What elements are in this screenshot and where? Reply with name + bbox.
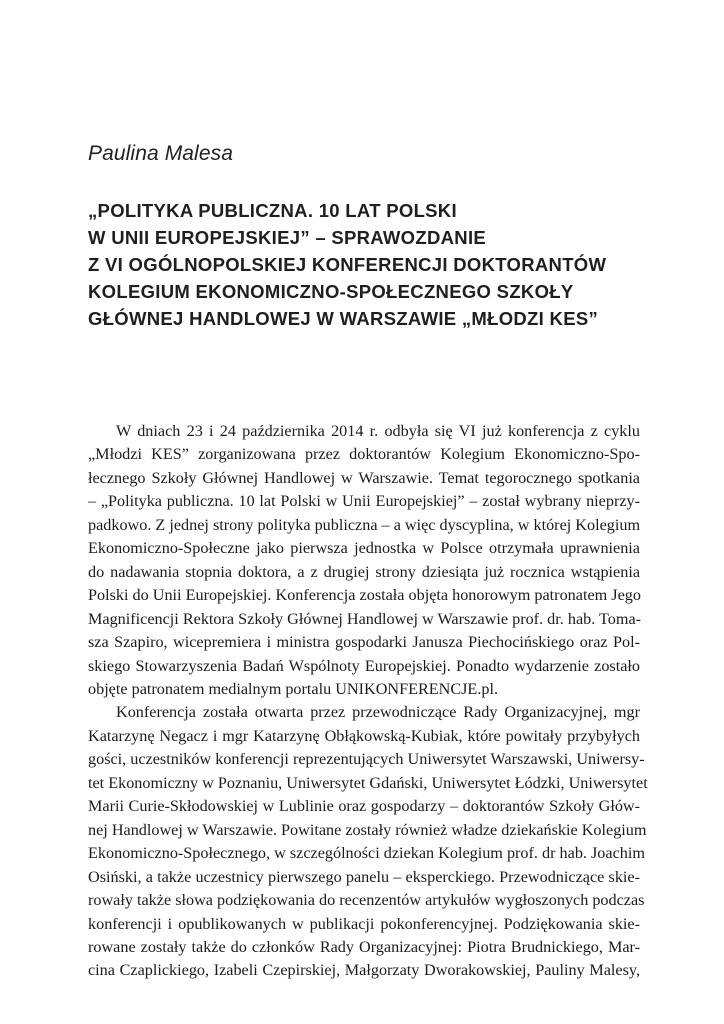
text-line: Marii Curie-Skłodowskiej w Lublinie oraz gospodarzy – doktorantów Szkoły Głów- — [88, 797, 640, 816]
text-line: konferencji i opublikowanych w publikacji pokonferencyjnej. Podziękowania skie- — [88, 914, 640, 933]
text-line: Konferencja została otwarta przez przewodniczące Rady Organizacyjnej, mgr — [116, 703, 640, 722]
title-line: Z VI OGÓLNOPOLSKIEJ KONFERENCJI DOKTORANTÓW — [88, 254, 607, 275]
text-line: Polski do Unii Europejskiej. Konferencja została objęta honorowym patronatem Jego — [88, 586, 641, 605]
paragraph-1 — [88, 420, 640, 701]
text-line: łecznego Szkoły Głównej Handlowej w Warszawie. Temat tegorocznego spotkania — [88, 468, 640, 487]
title-line: GŁÓWNEJ HANDLOWEJ W WARSZAWIE „MŁODZI KES” — [88, 308, 599, 329]
text-line: do nadawania stopnia doktora, a z drugiej strony dziesiąta już rocznica wstąpienia — [88, 562, 640, 581]
paragraph-2 — [88, 701, 648, 982]
title-line: „POLITYKA PUBLICZNA. 10 LAT POLSKI — [88, 200, 457, 221]
text-line: Ekonomiczno-Społecznego, w szczególności dziekan Kolegium prof. dr hab. Joachim — [88, 844, 645, 863]
text-line: padkowo. Z jednej strony polityka publiczna – a więc dyscyplina, w której Kolegium — [88, 515, 641, 534]
title-line: W UNII EUROPEJSKIEJ” – SPRAWOZDANIE — [88, 227, 487, 248]
title-line: KOLEGIUM EKONOMICZNO-SPOŁECZNEGO SZKOŁY — [88, 281, 574, 302]
article-body — [88, 420, 648, 983]
text-line: objęte patronatem medialnym portalu UNIKONFERENCJE.pl. — [88, 679, 499, 698]
text-line: – „Polityka publiczna. 10 lat Polski w Unii Europejskiej” – został wybrany nieprzy- — [88, 492, 640, 511]
article-title — [88, 197, 648, 332]
text-line: skiego Stowarzyszenia Badań Wspólnoty Europejskiej. Ponadto wydarzenie zostało — [88, 656, 640, 675]
text-line: gości, uczestników konferencji reprezentujących Uniwersytet Warszawski, Uniwersy- — [88, 750, 645, 769]
text-line: rowane zostały także do członków Rady Organizacyjnej: Piotra Brudnickiego, Mar- — [88, 937, 640, 956]
text-line: Osiński, a także uczestnicy pierwszego panelu – eksperckiego. Przewodniczące skie- — [88, 867, 640, 886]
text-line: tet Ekonomiczny w Poznaniu, Uniwersytet Gdański, Uniwersytet Łódzki, Uniwersytet — [88, 773, 648, 792]
text-line: cina Czaplickiego, Izabeli Czepirskiej, Małgorzaty Dworakowskiej, Pauliny Malesy, — [88, 961, 640, 980]
text-line: „Młodzi KES” zorganizowana przez doktorantów Kolegium Ekonomiczno-Spo- — [88, 445, 640, 464]
text-line: rowały także słowa podziękowania do recenzentów artykułów wygłoszonych podczas — [88, 891, 645, 910]
text-line: Ekonomiczno-Społeczne jako pierwsza jednostka w Polsce otrzymała uprawnienia — [88, 539, 640, 558]
text-line: Katarzynę Negacz i mgr Katarzynę Obłąkowską-Kubiak, które powitały przybyłych — [88, 726, 640, 745]
text-line: nej Handlowej w Warszawie. Powitane zostały również władze dziekańskie Kolegium — [88, 820, 647, 839]
text-line: Magnificencji Rektora Szkoły Głównej Handlowej w Warszawie prof. dr. hab. Toma- — [88, 609, 642, 628]
text-line: W dniach 23 i 24 października 2014 r. odbyła się VI już konferencja z cyklu — [116, 422, 640, 440]
text-line: sza Szapiro, wicepremiera i ministra gospodarki Janusza Piechocińskiego oraz Pol- — [88, 633, 640, 652]
author-name: Paulina Malesa — [88, 142, 233, 165]
